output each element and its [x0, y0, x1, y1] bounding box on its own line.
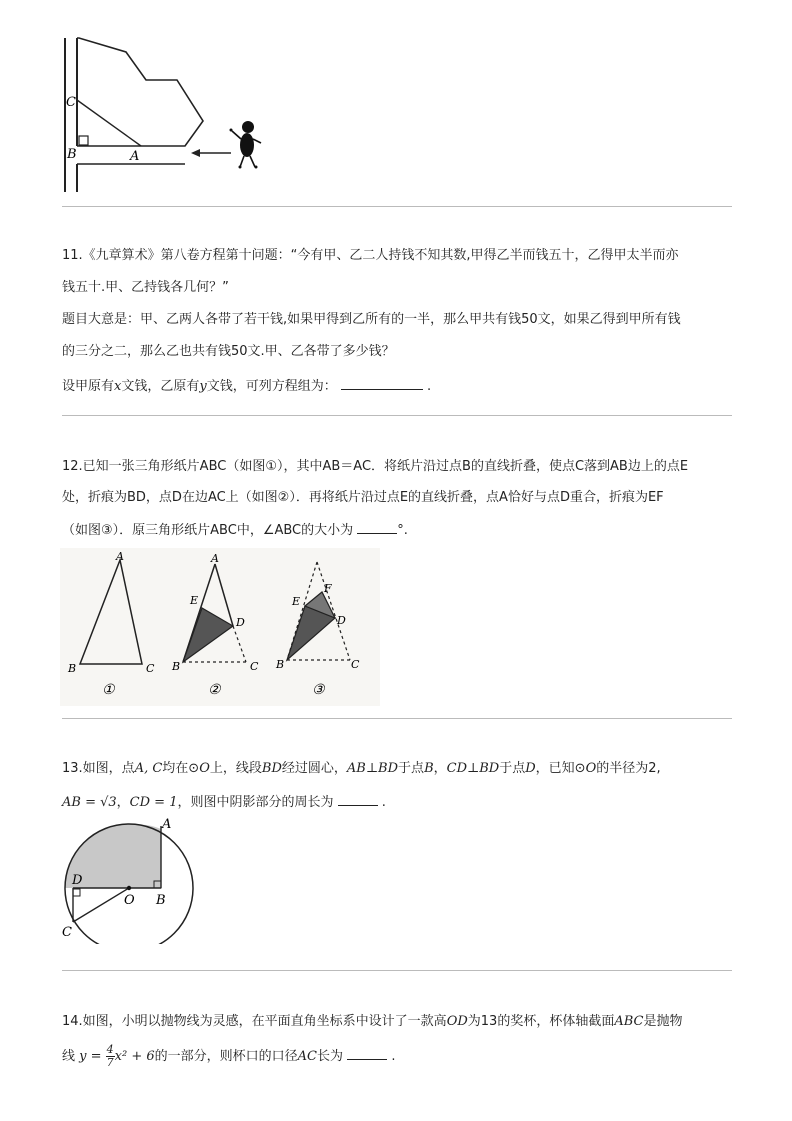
f2-label-c: C: [250, 660, 259, 673]
fig-caption-3: ③: [312, 682, 325, 698]
f2-label-b: B: [172, 660, 181, 673]
building-figure: [55, 30, 285, 200]
f1-label-a: A: [116, 550, 124, 563]
q13-line2: AB = √3，CD = 1，则图中阴影部分的周长为 .: [62, 791, 386, 813]
q11-line3: 题目大意是：甲、乙两人各带了若干钱,如果甲得到乙所有的一半，那么甲共有钱50文，如果乙得到甲所有钱: [62, 312, 681, 327]
label-a: A: [130, 149, 140, 164]
fig-caption-1: ①: [102, 682, 115, 698]
q12-line3: （如图③）．原三角形纸片ABC中，∠ABC的大小为 °.: [62, 519, 408, 541]
fraction: $\frac{4}{7}$: [106, 1043, 114, 1069]
f3-label-d: D: [337, 614, 346, 627]
answer-blank[interactable]: [347, 1045, 387, 1060]
answer-blank[interactable]: [357, 519, 397, 534]
divider: [62, 718, 732, 719]
q11-line1: 11.《九章算术》第八卷方程第十问题：“今有甲、乙二人持钱不知其数,甲得乙半而钱五十，乙得甲太半而亦: [62, 248, 679, 263]
label-c: C: [62, 925, 72, 940]
q11-line2: 钱五十.甲、乙持钱各几何？”: [62, 280, 229, 295]
label-c: C: [66, 95, 76, 110]
divider: [62, 970, 732, 971]
f2-label-d: D: [236, 616, 245, 629]
label-b: B: [156, 893, 166, 908]
f3-label-f: F: [324, 582, 332, 595]
divider: [62, 415, 732, 416]
q14-line2: 线 y = $\frac{4}{7}$ x² + 6的一部分，则杯口的口径AC长为 .: [62, 1043, 396, 1069]
circle-figure: [55, 812, 205, 944]
q12-line1: 12.已知一张三角形纸片ABC（如图①），其中AB＝AC．将纸片沿过点B的直线折叠，使点C落到AB边上的点E: [62, 459, 689, 474]
label-d: D: [72, 873, 83, 888]
triangle-figures: [60, 548, 380, 706]
f3-label-c: C: [351, 658, 360, 671]
q12-line2: 处，折痕为BD，点D在边AC上（如图②）．再将纸片沿过点E的直线折叠，点A恰好与点D重合，折痕为EF: [62, 490, 664, 505]
f2-label-a: A: [211, 552, 219, 565]
answer-blank[interactable]: [341, 375, 423, 390]
f3-label-b: B: [276, 658, 285, 671]
label-o: O: [124, 893, 135, 908]
fig-caption-2: ②: [208, 682, 221, 698]
q14-line1: 14.如图，小明以抛物线为灵感，在平面直角坐标系中设计了一款高OD为13的奖杯，杯体轴截面ABC是抛物: [62, 1014, 683, 1029]
divider: [62, 206, 732, 207]
q11-line4: 的三分之二，那么乙也共有钱50文.甲、乙各带了多少钱？: [62, 344, 395, 359]
f2-label-e: E: [190, 594, 199, 607]
q11-line5: 设甲原有x文钱，乙原有y文钱，可列方程组为： .: [62, 375, 431, 397]
answer-blank[interactable]: [338, 791, 378, 806]
label-a: A: [162, 817, 172, 832]
f1-label-b: B: [68, 662, 77, 675]
label-b: B: [67, 147, 77, 162]
q13-line1: 13.如图，点A, C均在⊙O上，线段BD经过圆心，AB⊥BD于点B，CD⊥BD于点D，已知⊙O的半径为2,: [62, 761, 661, 776]
f3-label-e: E: [292, 595, 301, 608]
f1-label-c: C: [146, 662, 155, 675]
